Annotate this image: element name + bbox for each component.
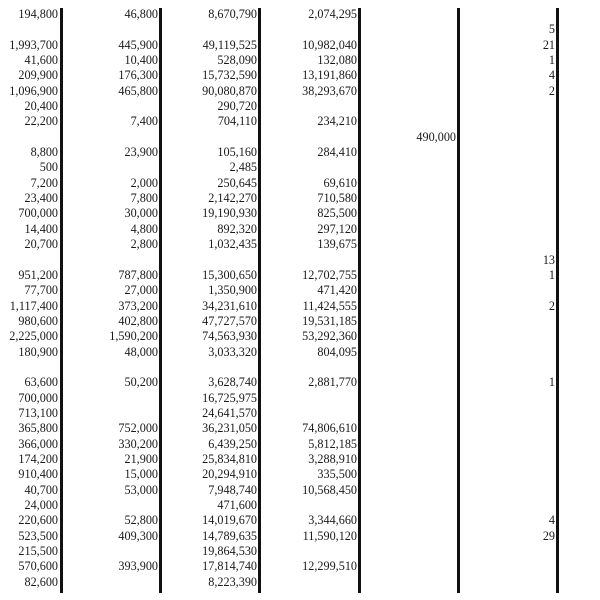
table-cell: 1 [548,267,555,282]
table-cell: 15,732,590 [202,68,257,83]
table-cell: 24,000 [24,498,58,512]
table-cell [362,253,456,268]
table-cell: 74,806,610 [302,421,357,436]
table-cell [362,483,456,498]
table-row [0,329,600,344]
table-cell: 50,200 [124,375,158,390]
table-cell [461,283,555,298]
table-cell: 373,200 [118,298,158,313]
table-cell: 220,600 [18,513,58,528]
table-cell: 4 [548,513,555,528]
table-cell [362,299,456,314]
table-row [0,299,600,314]
table-row [0,53,600,68]
table-row [0,498,600,513]
table-cell: 30,000 [124,206,158,221]
table-cell: 330,200 [118,436,158,451]
table-cell [262,498,357,513]
table-cell [461,130,555,145]
table-row [0,437,600,452]
table-cell: 19,531,185 [302,313,357,328]
table-cell: 74,563,930 [202,329,257,344]
table-cell [362,360,456,375]
table-cell: 21 [542,37,555,52]
table-cell: 7,200 [30,175,58,190]
table-cell [64,160,158,175]
table-cell [262,160,357,175]
table-row [0,84,600,99]
table-row [0,38,600,53]
table-cell: 3,628,740 [208,375,257,390]
table-cell [461,145,555,160]
table-cell [362,68,456,83]
table-cell: 49,119,525 [202,37,257,52]
table-cell: 366,000 [18,436,58,451]
table-cell [163,22,257,37]
table-cell: 22,200 [24,114,58,129]
table-cell: 365,800 [18,421,58,436]
table-row [0,7,600,22]
table-cell: 234,210 [317,114,357,129]
table-cell [64,99,158,114]
table-cell: 8,670,790 [208,7,257,21]
table-cell [362,7,456,22]
table-cell: 4,800 [130,221,158,236]
table-cell [362,575,456,590]
table-cell: 1,350,900 [208,283,257,298]
table-cell: 3,344,660 [308,513,357,528]
table-cell: 250,645 [217,175,257,190]
table-row [0,253,600,268]
table-row [0,68,600,83]
table-cell: 3,288,910 [308,451,357,466]
table-cell [262,544,357,559]
table-cell [64,575,158,590]
table-cell: 11,590,120 [302,528,357,543]
table-cell [362,544,456,559]
table-cell [461,206,555,221]
table-cell: 8,800 [30,145,58,160]
table-cell [362,38,456,53]
table-cell [362,99,456,114]
table-cell [362,513,456,528]
table-cell [461,437,555,452]
table-row [0,283,600,298]
table-cell: 825,500 [317,206,357,221]
table-cell: 53,292,360 [302,329,357,344]
table-cell: 105,160 [217,145,257,160]
table-cell: 40,700 [24,482,58,497]
table-row [0,575,600,590]
table-cell: 7,400 [130,114,158,129]
table-cell: 1,032,435 [208,237,257,252]
table-cell: 2,485 [229,160,257,175]
table-cell [64,253,158,268]
table-row [0,114,600,129]
table-cell: 1 [548,375,555,390]
table-cell: 10,400 [124,53,158,68]
table-cell: 38,293,670 [302,83,357,98]
table-row [0,467,600,482]
table-cell: 15,300,650 [202,267,257,282]
table-cell: 7,800 [130,191,158,206]
table-cell: 1,117,400 [9,298,58,313]
table-cell: 77,700 [24,283,58,298]
table-cell: 215,500 [18,544,58,559]
table-cell [362,160,456,175]
table-cell: 1 [548,53,555,68]
table-cell [461,559,555,574]
table-cell [163,253,257,268]
table-cell [362,559,456,574]
table-cell [461,114,555,129]
table-cell: 2,800 [130,237,158,252]
table-cell: 19,864,530 [202,544,257,559]
table-row [0,191,600,206]
table-cell [362,529,456,544]
table-cell: 139,675 [317,237,357,252]
table-cell: 27,000 [124,283,158,298]
table-cell [362,329,456,344]
table-cell: 471,420 [317,283,357,298]
table-cell: 713,100 [18,405,58,420]
table-cell: 500 [39,160,58,175]
table-cell [262,575,357,590]
table-cell [362,391,456,406]
table-cell [362,53,456,68]
table-cell: 132,080 [317,53,357,68]
table-cell: 570,600 [18,559,58,574]
table-cell: 36,231,050 [202,421,257,436]
table-row [0,176,600,191]
table-cell [262,99,357,114]
table-cell: 490,000 [416,129,456,144]
table-cell [362,145,456,160]
table-cell [362,114,456,129]
table-row [0,452,600,467]
table-cell: 176,300 [118,68,158,83]
table-cell [0,360,58,375]
table-cell [461,7,555,22]
table-cell: 48,000 [124,344,158,359]
table-cell: 23,400 [24,191,58,206]
table-cell: 24,641,570 [202,405,257,420]
table-cell: 12,299,510 [302,559,357,574]
table-cell: 53,000 [124,482,158,497]
table-cell: 1,096,900 [9,83,58,98]
table-cell: 63,600 [24,375,58,390]
table-cell: 2,074,295 [308,7,357,21]
table-cell [461,544,555,559]
table-cell: 2,142,270 [208,191,257,206]
table-cell [362,406,456,421]
table-cell: 174,200 [18,451,58,466]
table-cell: 41,600 [24,53,58,68]
table-cell: 14,789,635 [202,528,257,543]
table-cell: 20,700 [24,237,58,252]
table-cell: 2 [548,298,555,313]
table-cell [461,160,555,175]
table-cell: 700,000 [18,390,58,405]
table-cell: 52,800 [124,513,158,528]
table-cell [362,437,456,452]
table-cell: 297,120 [317,221,357,236]
table-cell [262,130,357,145]
table-cell: 704,110 [217,114,257,129]
table-cell: 7,948,740 [208,482,257,497]
table-cell [461,99,555,114]
table-cell [461,222,555,237]
table-cell [0,130,58,145]
table-cell [461,329,555,344]
table-row [0,406,600,421]
table-cell: 4 [548,68,555,83]
table-cell: 910,400 [18,467,58,482]
table-cell [362,421,456,436]
table-cell [461,467,555,482]
table-cell: 20,400 [24,99,58,114]
table-cell [461,498,555,513]
table-cell: 194,800 [18,7,58,21]
table-cell: 90,080,870 [202,83,257,98]
table-cell: 20,294,910 [202,467,257,482]
table-cell: 10,568,450 [302,482,357,497]
table-cell: 284,410 [317,145,357,160]
table-cell: 445,900 [118,37,158,52]
table-cell: 2,225,000 [9,329,58,344]
table-cell: 951,200 [18,267,58,282]
table-cell [461,237,555,252]
table-cell: 21,900 [124,451,158,466]
table-cell: 25,834,810 [202,451,257,466]
table-cell: 1,590,200 [109,329,158,344]
table-row [0,375,600,390]
table-cell [0,22,58,37]
table-cell: 465,800 [118,83,158,98]
table-row [0,22,600,37]
table-cell [362,452,456,467]
table-cell [362,268,456,283]
table-row [0,345,600,360]
table-cell: 710,580 [317,191,357,206]
table-cell [362,498,456,513]
table-cell [64,360,158,375]
table-cell: 180,900 [18,344,58,359]
table-cell: 290,720 [217,99,257,114]
table-row [0,360,600,375]
table-cell: 528,090 [217,53,257,68]
table-cell [461,575,555,590]
table-row [0,559,600,574]
table-row [0,237,600,252]
table-cell: 787,800 [118,267,158,282]
table-cell [64,391,158,406]
table-cell [163,130,257,145]
table-row [0,99,600,114]
table-cell [64,406,158,421]
table-cell: 1,993,700 [9,37,58,52]
table-cell [64,130,158,145]
table-cell: 409,300 [118,528,158,543]
table-cell [362,345,456,360]
table-cell [64,22,158,37]
table-cell: 6,439,250 [208,436,257,451]
table-cell: 700,000 [18,206,58,221]
table-cell [262,360,357,375]
table-row [0,529,600,544]
table-cell: 335,500 [317,467,357,482]
table-cell: 523,500 [18,528,58,543]
table-cell: 2,881,770 [308,375,357,390]
table-row [0,421,600,436]
table-cell: 892,320 [217,221,257,236]
table-cell: 2,000 [130,175,158,190]
table-cell: 69,610 [323,175,357,190]
table-cell [362,467,456,482]
table-cell: 47,727,570 [202,313,257,328]
table-row [0,391,600,406]
table-cell: 13 [542,252,555,267]
table-cell: 10,982,040 [302,37,357,52]
table-cell: 19,190,930 [202,206,257,221]
table-row [0,206,600,221]
table-cell: 15,000 [124,467,158,482]
table-cell [461,406,555,421]
table-cell [362,237,456,252]
table-cell: 752,000 [118,421,158,436]
table-cell [362,206,456,221]
table-cell: 82,600 [24,574,58,589]
table-row [0,145,600,160]
table-row [0,314,600,329]
table-cell [461,345,555,360]
table-cell: 5 [548,22,555,37]
table-cell [362,222,456,237]
table-cell [362,314,456,329]
table-row [0,544,600,559]
table-cell [461,191,555,206]
table-row [0,268,600,283]
table-cell: 11,424,555 [302,298,357,313]
table-cell: 3,033,320 [208,344,257,359]
table-cell [362,191,456,206]
table-cell: 17,814,740 [202,559,257,574]
table-cell [362,375,456,390]
table-cell: 804,095 [317,344,357,359]
table-cell: 46,800 [124,7,158,21]
table-cell [262,406,357,421]
table-cell: 2 [548,83,555,98]
table-cell: 5,812,185 [308,436,357,451]
table-cell [461,314,555,329]
table-cell: 16,725,975 [202,390,257,405]
table-cell: 14,019,670 [202,513,257,528]
table-cell [262,391,357,406]
table-cell: 209,900 [18,68,58,83]
table-cell: 34,231,610 [202,298,257,313]
table-cell [262,22,357,37]
table-cell [461,483,555,498]
table-cell: 23,900 [124,145,158,160]
table-row [0,130,600,145]
table-row [0,483,600,498]
table-cell: 12,702,755 [302,267,357,282]
table-cell [461,176,555,191]
numeric-table [0,7,600,590]
table-row [0,222,600,237]
table-cell: 471,600 [217,498,257,512]
table-cell: 14,400 [24,221,58,236]
table-cell [262,253,357,268]
table-cell: 402,800 [118,313,158,328]
table-cell [163,360,257,375]
table-cell [461,421,555,436]
table-cell [362,22,456,37]
table-row [0,513,600,528]
table-cell [64,544,158,559]
table-cell [461,391,555,406]
table-cell: 13,191,860 [302,68,357,83]
table-cell: 393,900 [118,559,158,574]
table-cell [362,84,456,99]
table-cell [362,176,456,191]
table-cell [362,283,456,298]
table-cell: 8,223,390 [208,574,257,589]
table-cell [461,360,555,375]
table-cell [64,498,158,513]
table-cell: 980,600 [18,313,58,328]
table-cell [461,452,555,467]
table-cell: 29 [542,528,555,543]
table-row [0,160,600,175]
table-cell [0,253,58,268]
